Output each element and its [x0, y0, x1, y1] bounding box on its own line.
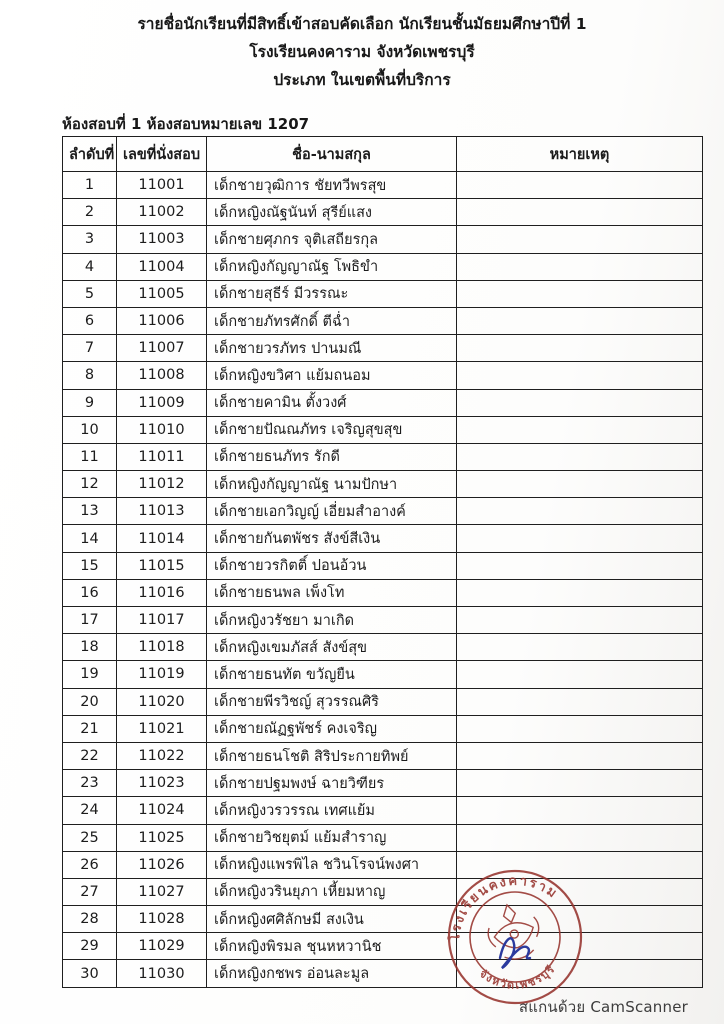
- order-cell: 1: [63, 172, 117, 199]
- table-row: [63, 443, 703, 470]
- remark-cell: [457, 688, 703, 715]
- seat-cell: 11003: [117, 226, 207, 253]
- seat-cell: 11020: [117, 688, 207, 715]
- table-row: [63, 362, 703, 389]
- table-row: [63, 634, 703, 661]
- seat-cell: 11013: [117, 498, 207, 525]
- seat-cell: 11018: [117, 634, 207, 661]
- remark-cell: [457, 389, 703, 416]
- remark-cell: [457, 906, 703, 933]
- remark-cell: [457, 634, 703, 661]
- table-row: [63, 960, 703, 987]
- seal-arc-text-bottom: จังหวัดเพชรบุรี: [476, 962, 559, 992]
- table-row: [63, 851, 703, 878]
- exam-room-header: ห้องสอบที่ 1 ห้องสอบหมายเลข 1207: [62, 115, 310, 133]
- order-cell: 11: [63, 443, 117, 470]
- name-cell: เด็กชายธนพล เพ็งโท: [207, 579, 457, 606]
- table-row: [63, 280, 703, 307]
- name-cell: เด็กชายภัทรศักดิ์ ตีฉ่ำ: [207, 307, 457, 334]
- order-cell: 28: [63, 906, 117, 933]
- seat-cell: 11008: [117, 362, 207, 389]
- table-row: [63, 607, 703, 634]
- seat-cell: 11004: [117, 253, 207, 280]
- table-row: [63, 933, 703, 960]
- table-row: [63, 335, 703, 362]
- seat-cell: 11029: [117, 933, 207, 960]
- remark-cell: [457, 960, 703, 987]
- remark-cell: [457, 607, 703, 634]
- order-cell: 8: [63, 362, 117, 389]
- header-remark: หมายเหตุ: [457, 137, 703, 172]
- document-title-line-2: โรงเรียนคงคาราม จังหวัดเพชรบุรี: [249, 43, 475, 61]
- table-row: [63, 742, 703, 769]
- remark-cell: [457, 878, 703, 905]
- seat-cell: 11011: [117, 443, 207, 470]
- order-cell: 19: [63, 661, 117, 688]
- table-row: [63, 498, 703, 525]
- order-cell: 27: [63, 878, 117, 905]
- seat-cell: 11027: [117, 878, 207, 905]
- name-cell: เด็กหญิงวรัชยา มาเกิด: [207, 607, 457, 634]
- name-cell: เด็กชายปฐมพงษ์ ฉายวิฑียร: [207, 770, 457, 797]
- table-row: [63, 906, 703, 933]
- document-title-line-1: รายชื่อนักเรียนที่มีสิทธิ์เข้าสอบคัดเลือก นักเรียนชั้นมัธยมศึกษาปีที่ 1: [137, 15, 587, 33]
- remark-cell: [457, 253, 703, 280]
- name-cell: เด็กหญิงณัฐนันท์ สุรีย์แสง: [207, 199, 457, 226]
- order-cell: 15: [63, 552, 117, 579]
- remark-cell: [457, 471, 703, 498]
- seat-cell: 11022: [117, 742, 207, 769]
- order-cell: 4: [63, 253, 117, 280]
- seat-cell: 11002: [117, 199, 207, 226]
- order-cell: 26: [63, 851, 117, 878]
- seat-cell: 11016: [117, 579, 207, 606]
- remark-cell: [457, 199, 703, 226]
- order-cell: 21: [63, 715, 117, 742]
- document-title-line-3: ประเภท ในเขตพื้นที่บริการ: [273, 71, 451, 89]
- seat-cell: 11009: [117, 389, 207, 416]
- seat-cell: 11005: [117, 280, 207, 307]
- table-row: [63, 688, 703, 715]
- seat-cell: 11010: [117, 416, 207, 443]
- camscanner-watermark: สแกนด้วย CamScanner: [518, 998, 688, 1016]
- name-cell: เด็กชายธนโชติ สิริประกายทิพย์: [207, 742, 457, 769]
- table-row: [63, 797, 703, 824]
- order-cell: 17: [63, 607, 117, 634]
- name-cell: เด็กหญิงวรินยุภา เหี้ยมหาญ: [207, 878, 457, 905]
- remark-cell: [457, 715, 703, 742]
- remark-cell: [457, 443, 703, 470]
- document-title-block: [0, 10, 724, 94]
- order-cell: 12: [63, 471, 117, 498]
- remark-cell: [457, 525, 703, 552]
- order-cell: 6: [63, 307, 117, 334]
- name-cell: เด็กหญิงวรวรรณ เทศแย้ม: [207, 797, 457, 824]
- table-row: [63, 661, 703, 688]
- remark-cell: [457, 335, 703, 362]
- remark-cell: [457, 824, 703, 851]
- table-row: [63, 416, 703, 443]
- order-cell: 13: [63, 498, 117, 525]
- name-cell: เด็กหญิงศศิลักษมี สงเงิน: [207, 906, 457, 933]
- header-name: ชื่อ-นามสกุล: [207, 137, 457, 172]
- order-cell: 5: [63, 280, 117, 307]
- order-cell: 24: [63, 797, 117, 824]
- seal-arc-text-top: โรงเรียนคงคาราม: [448, 873, 561, 942]
- remark-cell: [457, 579, 703, 606]
- order-cell: 2: [63, 199, 117, 226]
- name-cell: เด็กชายวุฒิการ ชัยทวีพรสุข: [207, 172, 457, 199]
- order-cell: 3: [63, 226, 117, 253]
- seat-cell: 11001: [117, 172, 207, 199]
- order-cell: 14: [63, 525, 117, 552]
- remark-cell: [457, 742, 703, 769]
- seat-cell: 11017: [117, 607, 207, 634]
- name-cell: เด็กชายวรภัทร ปานมณี: [207, 335, 457, 362]
- table-row: [63, 389, 703, 416]
- name-cell: เด็กชายคามิน ตั้งวงศ์: [207, 389, 457, 416]
- table-row: [63, 878, 703, 905]
- name-cell: เด็กชายวรกิตติ์ ปอนอ้วน: [207, 552, 457, 579]
- name-cell: เด็กชายกันตพัชร สังข์สีเงิน: [207, 525, 457, 552]
- seat-cell: 11006: [117, 307, 207, 334]
- name-cell: เด็กชายเอกวิญญ์ เอี่ยมสำอางค์: [207, 498, 457, 525]
- table-row: [63, 172, 703, 199]
- name-cell: เด็กหญิงขวิศา แย้มถนอม: [207, 362, 457, 389]
- remark-cell: [457, 280, 703, 307]
- table-row: [63, 525, 703, 552]
- table-row: [63, 824, 703, 851]
- name-cell: เด็กชายปัณณภัทร เจริญสุขสุข: [207, 416, 457, 443]
- remark-cell: [457, 661, 703, 688]
- order-cell: 23: [63, 770, 117, 797]
- table-row: [63, 552, 703, 579]
- remark-cell: [457, 797, 703, 824]
- order-cell: 16: [63, 579, 117, 606]
- name-cell: เด็กชายศุภกร จุติเสถียรกุล: [207, 226, 457, 253]
- table-row: [63, 226, 703, 253]
- remark-cell: [457, 172, 703, 199]
- order-cell: 18: [63, 634, 117, 661]
- order-cell: 20: [63, 688, 117, 715]
- name-cell: เด็กชายณัฏฐพัชร์ คงเจริญ: [207, 715, 457, 742]
- table-header-row: [63, 137, 703, 172]
- name-cell: เด็กหญิงกัญญาณัฐ โพธิขำ: [207, 253, 457, 280]
- header-order: ลำดับที่: [63, 137, 117, 172]
- seat-cell: 11012: [117, 471, 207, 498]
- order-cell: 25: [63, 824, 117, 851]
- table-row: [63, 471, 703, 498]
- seat-cell: 11007: [117, 335, 207, 362]
- remark-cell: [457, 226, 703, 253]
- name-cell: เด็กชายสุธีร์ มีวรรณะ: [207, 280, 457, 307]
- student-roster-table: [62, 136, 703, 988]
- name-cell: เด็กหญิงกัญญาณัฐ นามปักษา: [207, 471, 457, 498]
- name-cell: เด็กชายธนทัต ขวัญยืน: [207, 661, 457, 688]
- remark-cell: [457, 552, 703, 579]
- remark-cell: [457, 933, 703, 960]
- table-row: [63, 199, 703, 226]
- name-cell: เด็กชายวิชยุตม์ แย้มสำราญ: [207, 824, 457, 851]
- name-cell: เด็กชายธนภัทร รักดี: [207, 443, 457, 470]
- name-cell: เด็กหญิงแพรพิไล ชวินโรจน์พงศา: [207, 851, 457, 878]
- seat-cell: 11024: [117, 797, 207, 824]
- seat-cell: 11014: [117, 525, 207, 552]
- remark-cell: [457, 307, 703, 334]
- name-cell: เด็กหญิงพิรมล ชุนหหวานิช: [207, 933, 457, 960]
- order-cell: 22: [63, 742, 117, 769]
- seat-cell: 11015: [117, 552, 207, 579]
- table-row: [63, 253, 703, 280]
- order-cell: 7: [63, 335, 117, 362]
- order-cell: 30: [63, 960, 117, 987]
- seat-cell: 11019: [117, 661, 207, 688]
- remark-cell: [457, 851, 703, 878]
- remark-cell: [457, 362, 703, 389]
- table-row: [63, 579, 703, 606]
- table-row: [63, 770, 703, 797]
- header-seat-number: เลขที่นั่งสอบ: [117, 137, 207, 172]
- remark-cell: [457, 498, 703, 525]
- seat-cell: 11026: [117, 851, 207, 878]
- remark-cell: [457, 770, 703, 797]
- seat-cell: 11030: [117, 960, 207, 987]
- order-cell: 9: [63, 389, 117, 416]
- name-cell: เด็กชายพีรวิชญ์ สุวรรณศิริ: [207, 688, 457, 715]
- order-cell: 29: [63, 933, 117, 960]
- seat-cell: 11023: [117, 770, 207, 797]
- table-row: [63, 715, 703, 742]
- seat-cell: 11021: [117, 715, 207, 742]
- student-table-body: [63, 172, 703, 988]
- seat-cell: 11025: [117, 824, 207, 851]
- order-cell: 10: [63, 416, 117, 443]
- table-row: [63, 307, 703, 334]
- name-cell: เด็กหญิงเขมภัสส์ สังข์สุข: [207, 634, 457, 661]
- remark-cell: [457, 416, 703, 443]
- seat-cell: 11028: [117, 906, 207, 933]
- name-cell: เด็กหญิงกชพร อ่อนละมูล: [207, 960, 457, 987]
